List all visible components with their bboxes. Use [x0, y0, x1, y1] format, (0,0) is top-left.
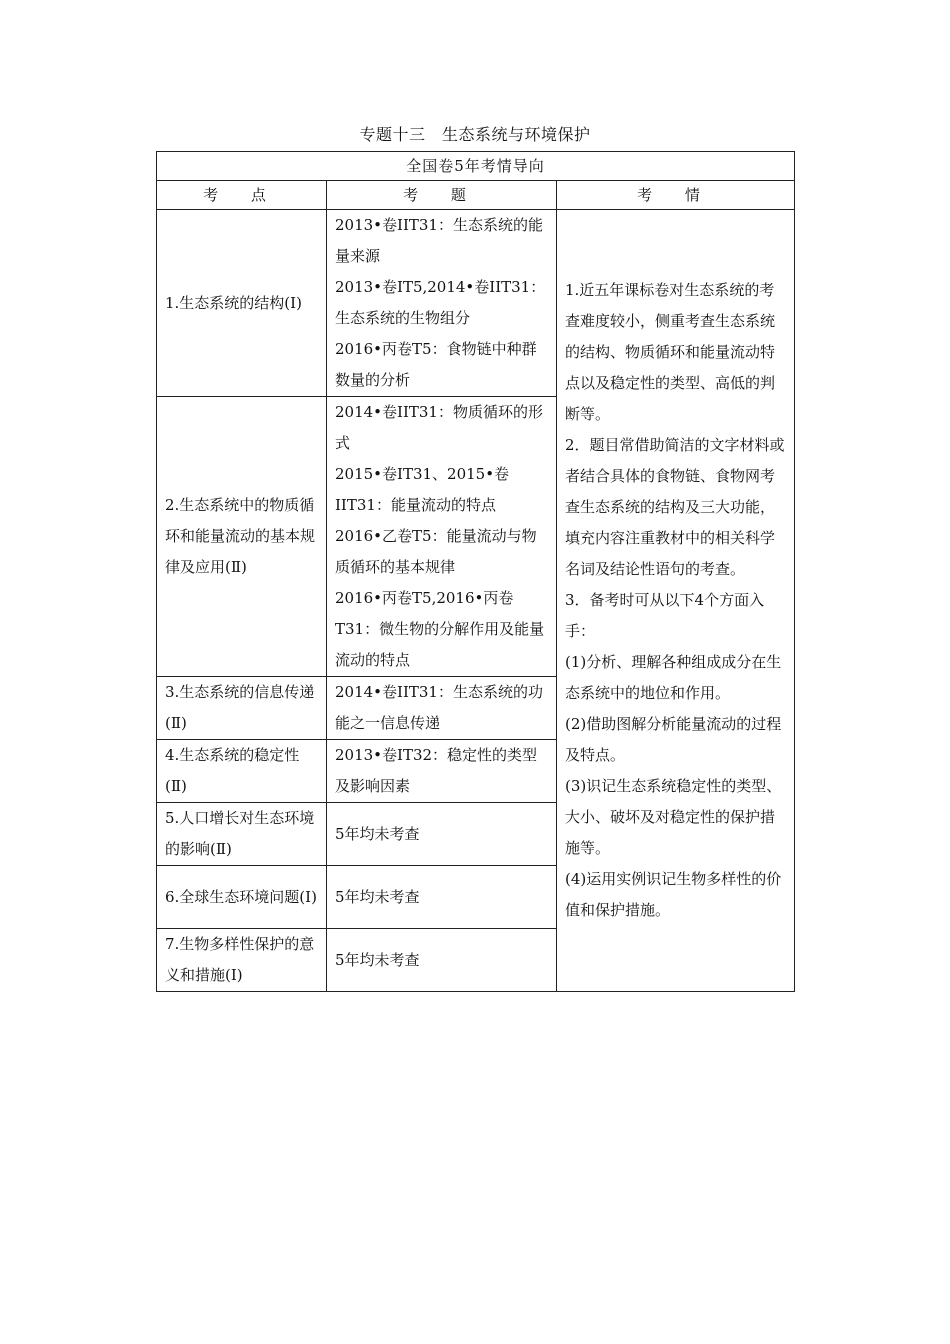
question-item: 2014•卷IIT31：物质循环的形式: [335, 403, 543, 452]
table-banner: 全国卷5年考情导向: [157, 152, 795, 181]
situation-paragraph: (4)运用实例识记生物多样性的价值和保护措施。: [565, 870, 782, 919]
situation-cell: [557, 210, 795, 992]
question-cell: [327, 210, 557, 397]
question-item: 2014•卷IIT31：生态系统的功能之一信息传递: [335, 683, 543, 732]
question-item: 2016•乙卷T5：能量流动与物质循环的基本规律: [335, 527, 537, 576]
situation-paragraph: 2．题目常借助简洁的文字材料或者结合具体的食物链、食物网考查生态系统的结构及三大功能，填充内容注重教材中的相关科学名词及结论性语句的考查。: [565, 436, 785, 578]
question-item: 5年均未考查: [335, 887, 420, 906]
topic-cell: 7.生物多样性保护的意义和措施(Ⅰ): [157, 929, 327, 992]
question-item: 5年均未考查: [335, 950, 420, 969]
topic-cell: 3.生态系统的信息传递(Ⅱ): [157, 677, 327, 740]
question-item: 2013•卷IT32：稳定性的类型及影响因素: [335, 746, 538, 795]
topic-cell: 6.全球生态环境问题(Ⅰ): [157, 866, 327, 929]
question-item: 2013•卷IT5,2014•卷IIT31：生态系统的生物组分: [335, 278, 546, 327]
page-title: 专题十三 生态系统与环境保护: [359, 125, 591, 144]
question-cell: [327, 740, 557, 803]
topic-cell: 1.生态系统的结构(Ⅰ): [157, 210, 327, 397]
situation-paragraph: 1.近五年课标卷对生态系统的考查难度较小，侧重考查生态系统的结构、物质循环和能量流动特点以及稳定性的类型、高低的判断等。: [565, 281, 776, 423]
question-item: 2016•丙卷T5：食物链中种群数量的分析: [335, 340, 537, 389]
question-cell: [327, 929, 557, 992]
topic-cell: 5.人口增长对生态环境的影响(Ⅱ): [157, 803, 327, 866]
topic-cell: 4.生态系统的稳定性(Ⅱ): [157, 740, 327, 803]
situation-paragraph: (1)分析、理解各种组成成分在生态系统中的地位和作用。: [565, 653, 782, 702]
situation-paragraph: (3)识记生态系统稳定性的类型、大小、破坏及对稳定性的保护措施等。: [565, 777, 782, 857]
topic-cell: 2.生态系统中的物质循环和能量流动的基本规律及应用(Ⅱ): [157, 397, 327, 677]
header-situation: 考 情: [557, 181, 795, 210]
question-item: 2016•丙卷T5,2016•丙卷T31：微生物的分解作用及能量流动的特点: [335, 589, 545, 669]
header-question: 考 题: [327, 181, 557, 210]
exam-analysis-table: [156, 151, 795, 992]
question-cell: [327, 397, 557, 677]
situation-paragraph: 3．备考时可从以下4个方面入手：: [565, 591, 765, 640]
question-item: 2013•卷IIT31：生态系统的能量来源: [335, 216, 543, 265]
question-item: 2015•卷IT31、2015•卷IIT31：能量流动的特点: [335, 465, 510, 514]
header-topic: 考 点: [157, 181, 327, 210]
question-cell: [327, 677, 557, 740]
question-cell: [327, 803, 557, 866]
situation-paragraph: (2)借助图解分析能量流动的过程及特点。: [565, 715, 782, 764]
question-cell: [327, 866, 557, 929]
table-row: [157, 210, 795, 397]
question-item: 5年均未考查: [335, 824, 420, 843]
